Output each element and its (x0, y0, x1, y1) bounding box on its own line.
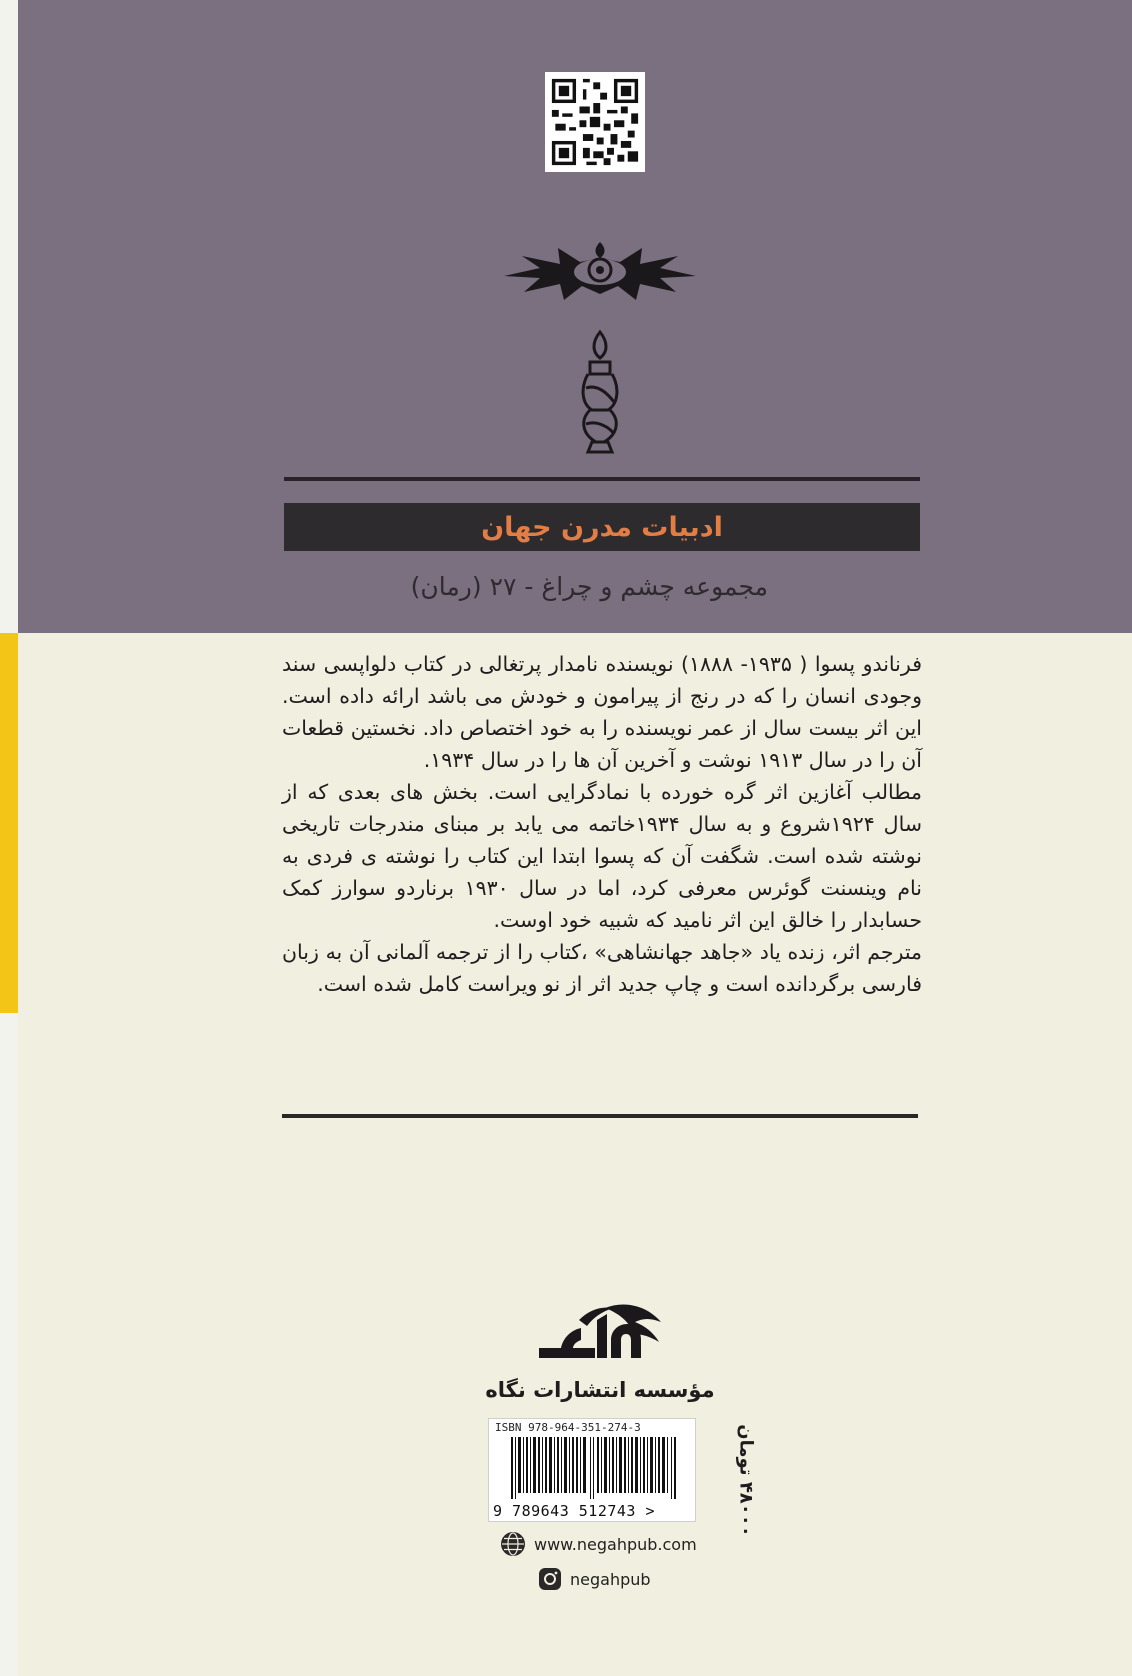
bottom-divider (282, 1114, 918, 1118)
globe-icon (500, 1531, 526, 1557)
left-yellow-accent (0, 633, 18, 1013)
instagram-row[interactable] (538, 1565, 651, 1593)
barcode-icon (511, 1437, 677, 1499)
series-banner (284, 503, 920, 551)
isbn-label: ISBN 978-964-351-274-3 (495, 1421, 641, 1434)
barcode-digits: 9 789643 512743 > (493, 1502, 656, 1520)
eye-and-lamp-icon (500, 238, 700, 460)
website-row[interactable] (500, 1530, 697, 1558)
banner-title: ادبیات مدرن جهان (481, 511, 723, 543)
isbn-barcode-box (488, 1418, 696, 1522)
negah-logo-icon (535, 1300, 663, 1372)
publisher-name: مؤسسه انتشارات نگاه (485, 1378, 715, 1402)
blurb-paragraph: مترجم اثر، زنده یاد «جاهد جهانشاهی» ،کتاب را از ترجمه آلمانی آن به زبان فارسی برگردانده است و چاپ جدید اثر از نو ویراست کامل شده است. (282, 940, 922, 996)
price-label: ۴۸۰۰۰ تومان (735, 1424, 757, 1537)
top-divider (284, 477, 920, 481)
instagram-icon (538, 1567, 562, 1591)
blurb-text (282, 648, 922, 1000)
website-link[interactable]: www.negahpub.com (534, 1534, 697, 1554)
series-line: مجموعه چشم و چراغ - ۲۷ (رمان) (410, 572, 768, 601)
blurb-paragraph: فرناندو پسوا ( ۱۹۳۵- ۱۸۸۸) نویسنده نامدار پرتغالی در کتاب دلواپسی سند وجودی انسان را که در رنج از پیرامون و خودش می باشد ارائه داده است. این اثر بیست سال از عمر نویسنده را به خود اختصاص داد. نخستین قطعات آن را در سال ۱۹۱۳ نوشت و آخرین آن ها را در سال ۱۹۳۴. (282, 652, 922, 772)
instagram-handle[interactable]: negahpub (570, 1569, 651, 1589)
blurb-paragraph: مطالب آغازین اثر گره خورده با نمادگرایی است. بخش های بعدی که از سال ۱۹۲۴شروع و به سال ۱۹۳۴خاتمه می یابد بر مبنای مندرجات تاریخی نوشته شده است. شگفت آن که پسوا ابتدا این کتاب را نوشته ی فردی به نام وینسنت گوئرس معرفی کرد، اما در سال ۱۹۳۰ برناردو سوارز کمک حسابدار را خالق این اثر نامید که شبیه خود اوست. (282, 780, 923, 932)
qr-code-icon (545, 72, 645, 172)
